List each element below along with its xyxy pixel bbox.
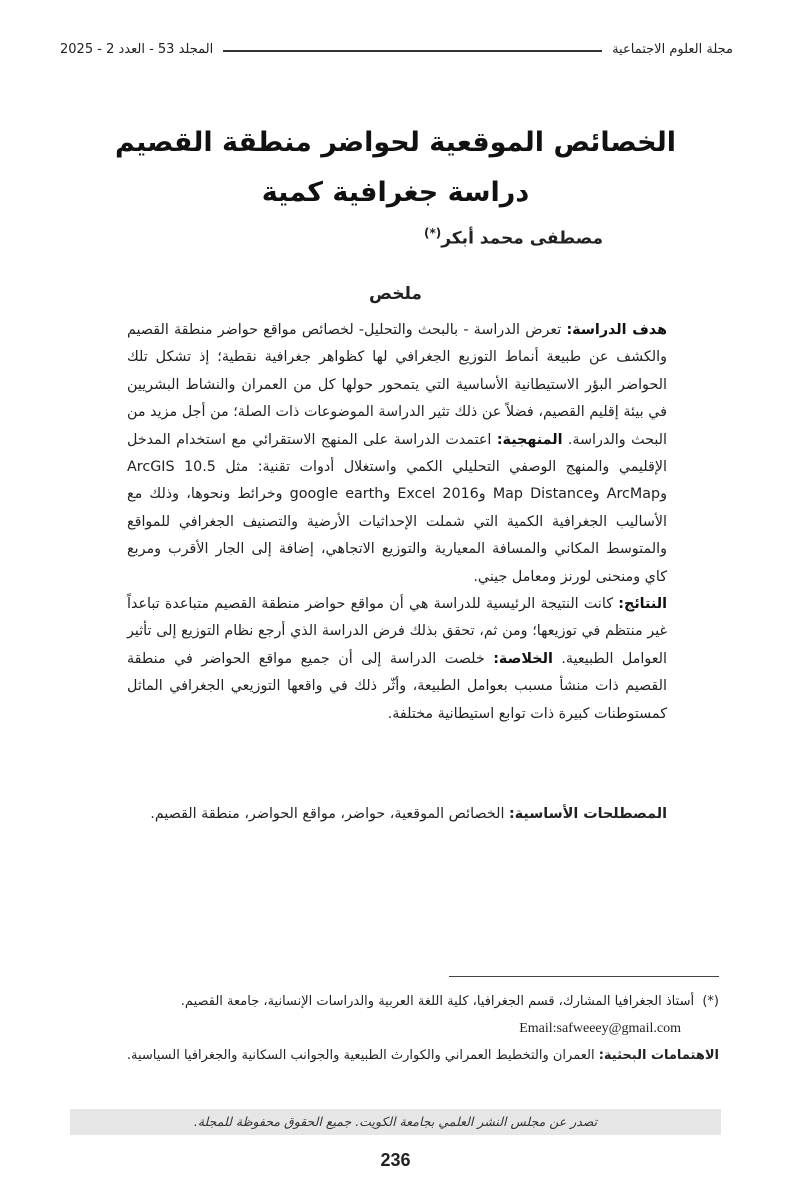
interests-text: العمران والتخطيط العمراني والكوارث الطبيعية والجوانب السكانية والجغرافيا السياسية. xyxy=(126,1048,599,1063)
keywords xyxy=(127,799,667,829)
research-interests xyxy=(69,1045,719,1067)
interests-label: الاهتمامات البحثية: xyxy=(598,1048,719,1063)
title-line-1: الخصائص الموقعية لحواضر منطقة القصيم xyxy=(114,127,677,158)
abstract-paragraph-2 xyxy=(127,591,667,728)
objective-label: هدف الدراسة: xyxy=(566,322,667,338)
abstract-body xyxy=(127,317,667,728)
method-text: اعتمدت الدراسة على المنهج الاستقرائي مع استخدام المدخل الإقليمي والمنهج الوصفي التحليلي الكمي واستغلال أدوات تقنية: مثل ArcGIS 10.5 وArcMap وMap Distance وExcel 2016 وgoogle earth وخرائط ونحوها، وذلك مع الأساليب الجغرافية الكمية التي شملت الإحداثيات الأرضية والتصنيف الجغرافي للمواقع والمتوسط المكاني والمسافة المعيارية والتوزيع الاتجاهي، إضافة إلى الجار الأقرب ومربع كاي ومنحنى لورنز ومعامل جيني. xyxy=(127,431,668,585)
results-label: النتائج: xyxy=(618,596,667,613)
conclusion-label: الخلاصة: xyxy=(493,650,553,667)
affiliation-text: أستاذ الجغرافيا المشارك، قسم الجغرافيا، كلية اللغة العربية والدراسات الإنسانية، جامعة القصيم. xyxy=(180,994,695,1009)
header-rule xyxy=(223,50,602,52)
author-marker: (*) xyxy=(423,226,442,240)
results-text: كانت النتيجة الرئيسية للدراسة هي أن مواقع حواضر منطقة القصيم متباعدة تباعداً غير منتظم في توزيعها؛ ومن ثم، تحقق بذلك فرض الدراسة الذي أرجع نظام التوزيع إلى تأثير العوامل الطبيعية. xyxy=(127,596,668,667)
affiliation-line xyxy=(69,988,719,1015)
abstract-heading: ملخص xyxy=(369,284,422,304)
keywords-label: المصطلحات الأساسية: xyxy=(509,806,667,822)
objective-text: تعرض الدراسة - بالبحث والتحليل- لخصائص مواقع حواضر منطقة القصيم والكشف عن طبيعة أنماط التوزيع الجغرافي لها كظواهر جغرافية نقطية؛ إذ تشكل تلك الحواضر البؤر الاستيطانية الأساسية التي يتمحور حولها كل من العمران والنشاط البشريين في بيئة إقليم القصيم، فضلاً عن ذلك تثير الدراسة الموضوعات ذات الصلة؛ من أجل مزيد من البحث والدراسة. xyxy=(127,322,667,448)
keywords-text: الخصائص الموقعية، حواضر، مواقع الحواضر، منطقة القصيم. xyxy=(150,806,510,822)
journal-name: مجلة العلوم الاجتماعية xyxy=(612,41,733,57)
title-line-2: دراسة جغرافية كمية xyxy=(261,177,530,208)
paper-title xyxy=(80,118,711,218)
abstract-paragraph xyxy=(127,317,667,591)
author xyxy=(424,226,603,249)
author-name: مصطفى محمد أبكر xyxy=(441,228,603,249)
method-label: المنهجية: xyxy=(496,431,563,448)
running-header xyxy=(60,38,733,60)
conclusion-text: خلصت الدراسة إلى أن جميع مواقع الحواضر في منطقة القصيم ذات منشأ مسبب بعوامل الطبيعة، وأثّر ذلك في واقعها التوزيعي الجغرافي الماثل كمستوطنات كبيرة ذات توابع استيطانية مختلفة. xyxy=(127,650,667,722)
author-email[interactable]: Email:safweeey@gmail.com xyxy=(519,1021,681,1036)
footnote xyxy=(69,988,719,1067)
publisher-notice: تصدر عن مجلس النشر العلمي بجامعة الكويت. جميع الحقوق محفوظة للمجلة. xyxy=(70,1109,721,1135)
volume-issue: المجلد 53 - العدد 2 - 2025 xyxy=(60,41,214,57)
footnote-rule xyxy=(449,976,719,977)
footnote-marker: (*) xyxy=(702,994,719,1009)
page-number: 236 xyxy=(380,1150,411,1170)
